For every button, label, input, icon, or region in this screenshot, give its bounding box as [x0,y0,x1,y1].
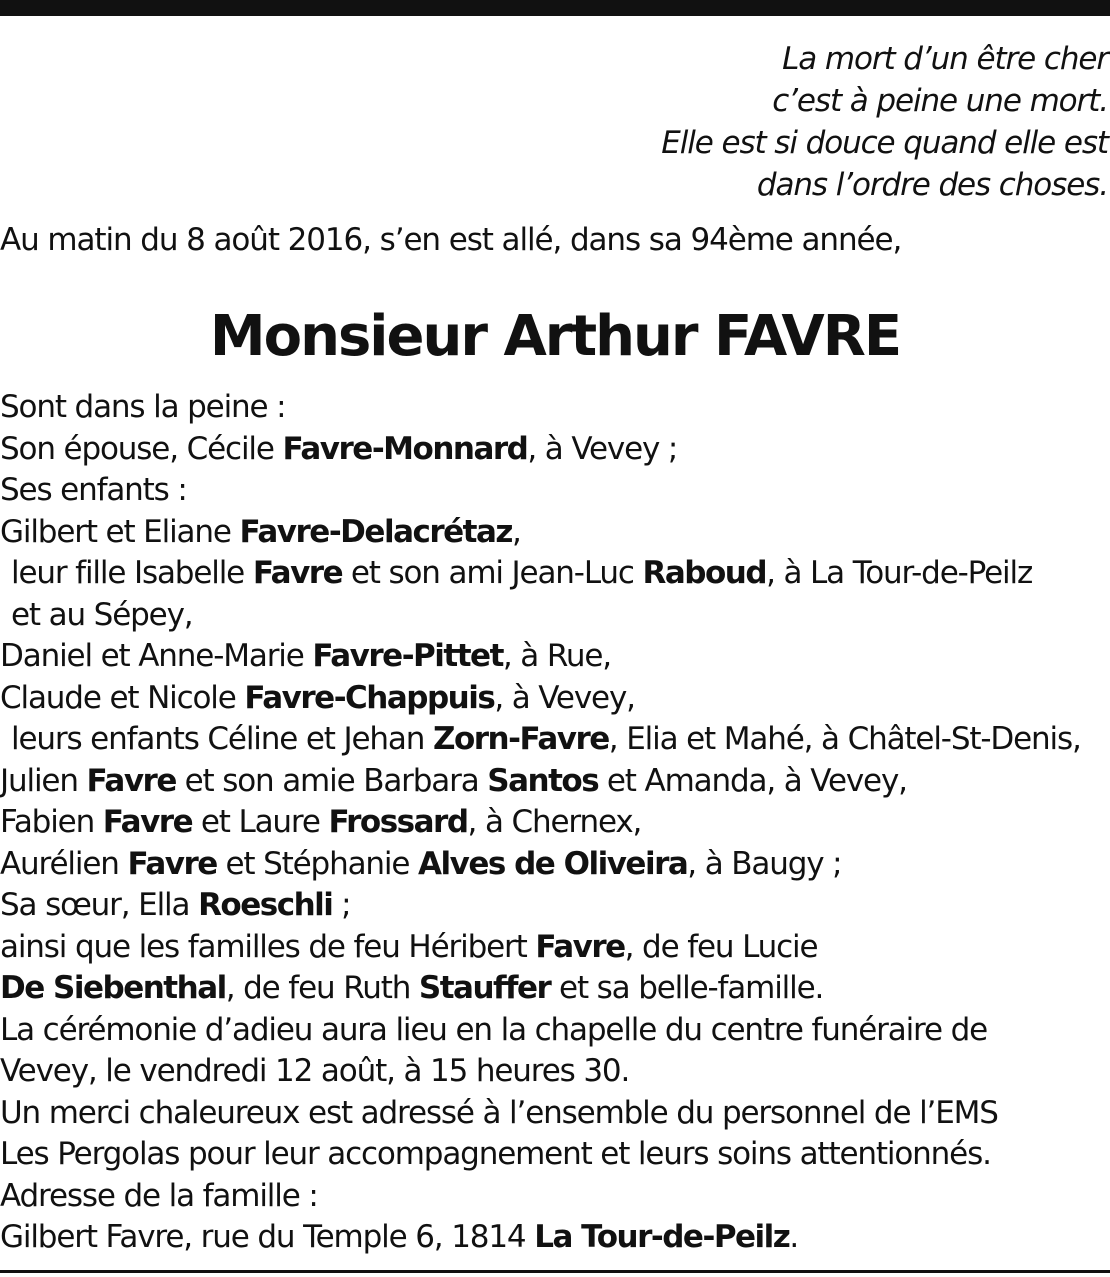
notice-line [0,844,1110,886]
notice-line [0,1010,1110,1052]
family-name: Raboud [642,555,767,591]
notice-text: Julien [0,762,87,799]
poem-line: La mort d’un être cher [782,41,1108,77]
family-name: Alves de Oliveira [418,845,688,882]
notice-text: Gilbert et Eliane [0,513,240,550]
notice-line [0,1176,1110,1218]
notice-text: leur fille Isabelle [11,555,253,591]
notice-line [0,927,1110,969]
notice-line [0,761,1110,803]
notice-text: Fabien [0,804,103,840]
poem-line: dans l’ordre des choses. [756,167,1108,203]
notice-text: , [511,513,521,550]
family-name: Favre [252,555,343,591]
notice-line [0,470,1110,512]
notice-text: , à La Tour-de-Peilz [766,555,1033,591]
notice-text: et Stéphanie [216,845,419,882]
notice-text: . [789,1219,799,1255]
notice-line [0,1217,1110,1259]
top-rule [0,0,1110,16]
notice-line [0,885,1110,927]
notice-line [0,595,1110,637]
bottom-rule [0,1270,1110,1273]
notice-text: , de feu Lucie [624,928,818,965]
notice-text: Adresse de la famille : [0,1177,318,1214]
family-name: De Siebenthal [0,970,226,1006]
family-name: Favre-Chappuis [244,679,495,716]
notice-line [0,802,1110,844]
family-name: La Tour-de-Peilz [534,1219,790,1255]
family-name: Favre-Monnard [282,430,528,467]
family-name: Roeschli [198,887,333,923]
notice-text: Aurélien [0,845,128,882]
notice-text: , à Vevey ; [527,430,678,467]
notice-line [0,512,1110,554]
notice-text: et son ami Jean-Luc [342,555,643,591]
notice-line [0,678,1110,720]
notice-text: Sont dans la peine : [0,389,286,425]
notice-text: , à Rue, [502,638,611,674]
notice-text: Les Pergolas pour leur accompagnement et leurs soins attentionnés. [0,1136,991,1172]
notice-text: Vevey, le vendredi 12 août, à 15 heures 30. [0,1053,630,1089]
notice-text: Son épouse, Cécile [0,430,283,467]
family-name: Favre-Delacrétaz [239,513,512,550]
notice-text: Daniel et Anne-Marie [0,638,313,674]
notice-line [0,636,1110,678]
notice-text: Ses enfants : [0,472,187,508]
notice-body [0,387,1110,1259]
family-name: Frossard [328,804,468,840]
family-name: Favre [102,804,193,840]
poem-line: c’est à peine une mort. [772,83,1108,119]
notice-text: et au Sépey, [11,596,193,633]
notice-text: et son amie Barbara [175,762,488,799]
notice-line [0,429,1110,471]
notice-text: La cérémonie d’adieu aura lieu en la chapelle du centre funéraire de [0,1011,988,1048]
notice-line [0,719,1110,761]
notice-text: , à Chernex, [467,804,642,840]
notice-line [0,1051,1110,1093]
family-name: Favre-Pittet [312,638,503,674]
notice-line [0,1093,1110,1135]
notice-text: et Amanda, à Vevey, [598,762,907,799]
family-name: Favre [86,762,176,799]
notice-text: , à Baugy ; [687,845,842,882]
family-name: Favre [127,845,217,882]
notice-line [0,968,1110,1010]
notice-text: Gilbert Favre, rue du Temple 6, 1814 [0,1219,535,1255]
notice-text: Un merci chaleureux est adressé à l’ensemble du personnel de l’EMS [0,1094,998,1131]
notice-text: ainsi que les familles de feu Héribert [0,928,536,965]
notice-text: , de feu Ruth [225,970,419,1006]
notice-line [0,1134,1110,1176]
notice-line [0,387,1110,429]
notice-text: Claude et Nicole [0,679,245,716]
notice-line [0,553,1110,595]
notice-text: , à Vevey, [494,679,635,716]
family-name: Favre [535,928,625,965]
notice-text: leurs enfants Céline et Jehan [11,721,433,757]
notice-text: et sa belle-famille. [550,970,824,1006]
notice-text: et Laure [192,804,329,840]
notice-text: , Elia et Mahé, à Châtel-St-Denis, [608,721,1081,757]
family-name: Stauffer [418,970,551,1006]
family-name: Santos [487,762,599,799]
notice-text: ; [332,887,351,923]
deceased-name: Monsieur Arthur FAVRE [209,304,901,369]
family-name: Zorn-Favre [432,721,609,757]
death-announcement-intro: Au matin du 8 août 2016, s’en est allé, dans sa 94ème année, [0,222,902,258]
notice-text: Sa sœur, Ella [0,887,199,923]
poem-line: Elle est si douce quand elle est [661,125,1108,161]
epitaph-poem [408,38,1108,206]
